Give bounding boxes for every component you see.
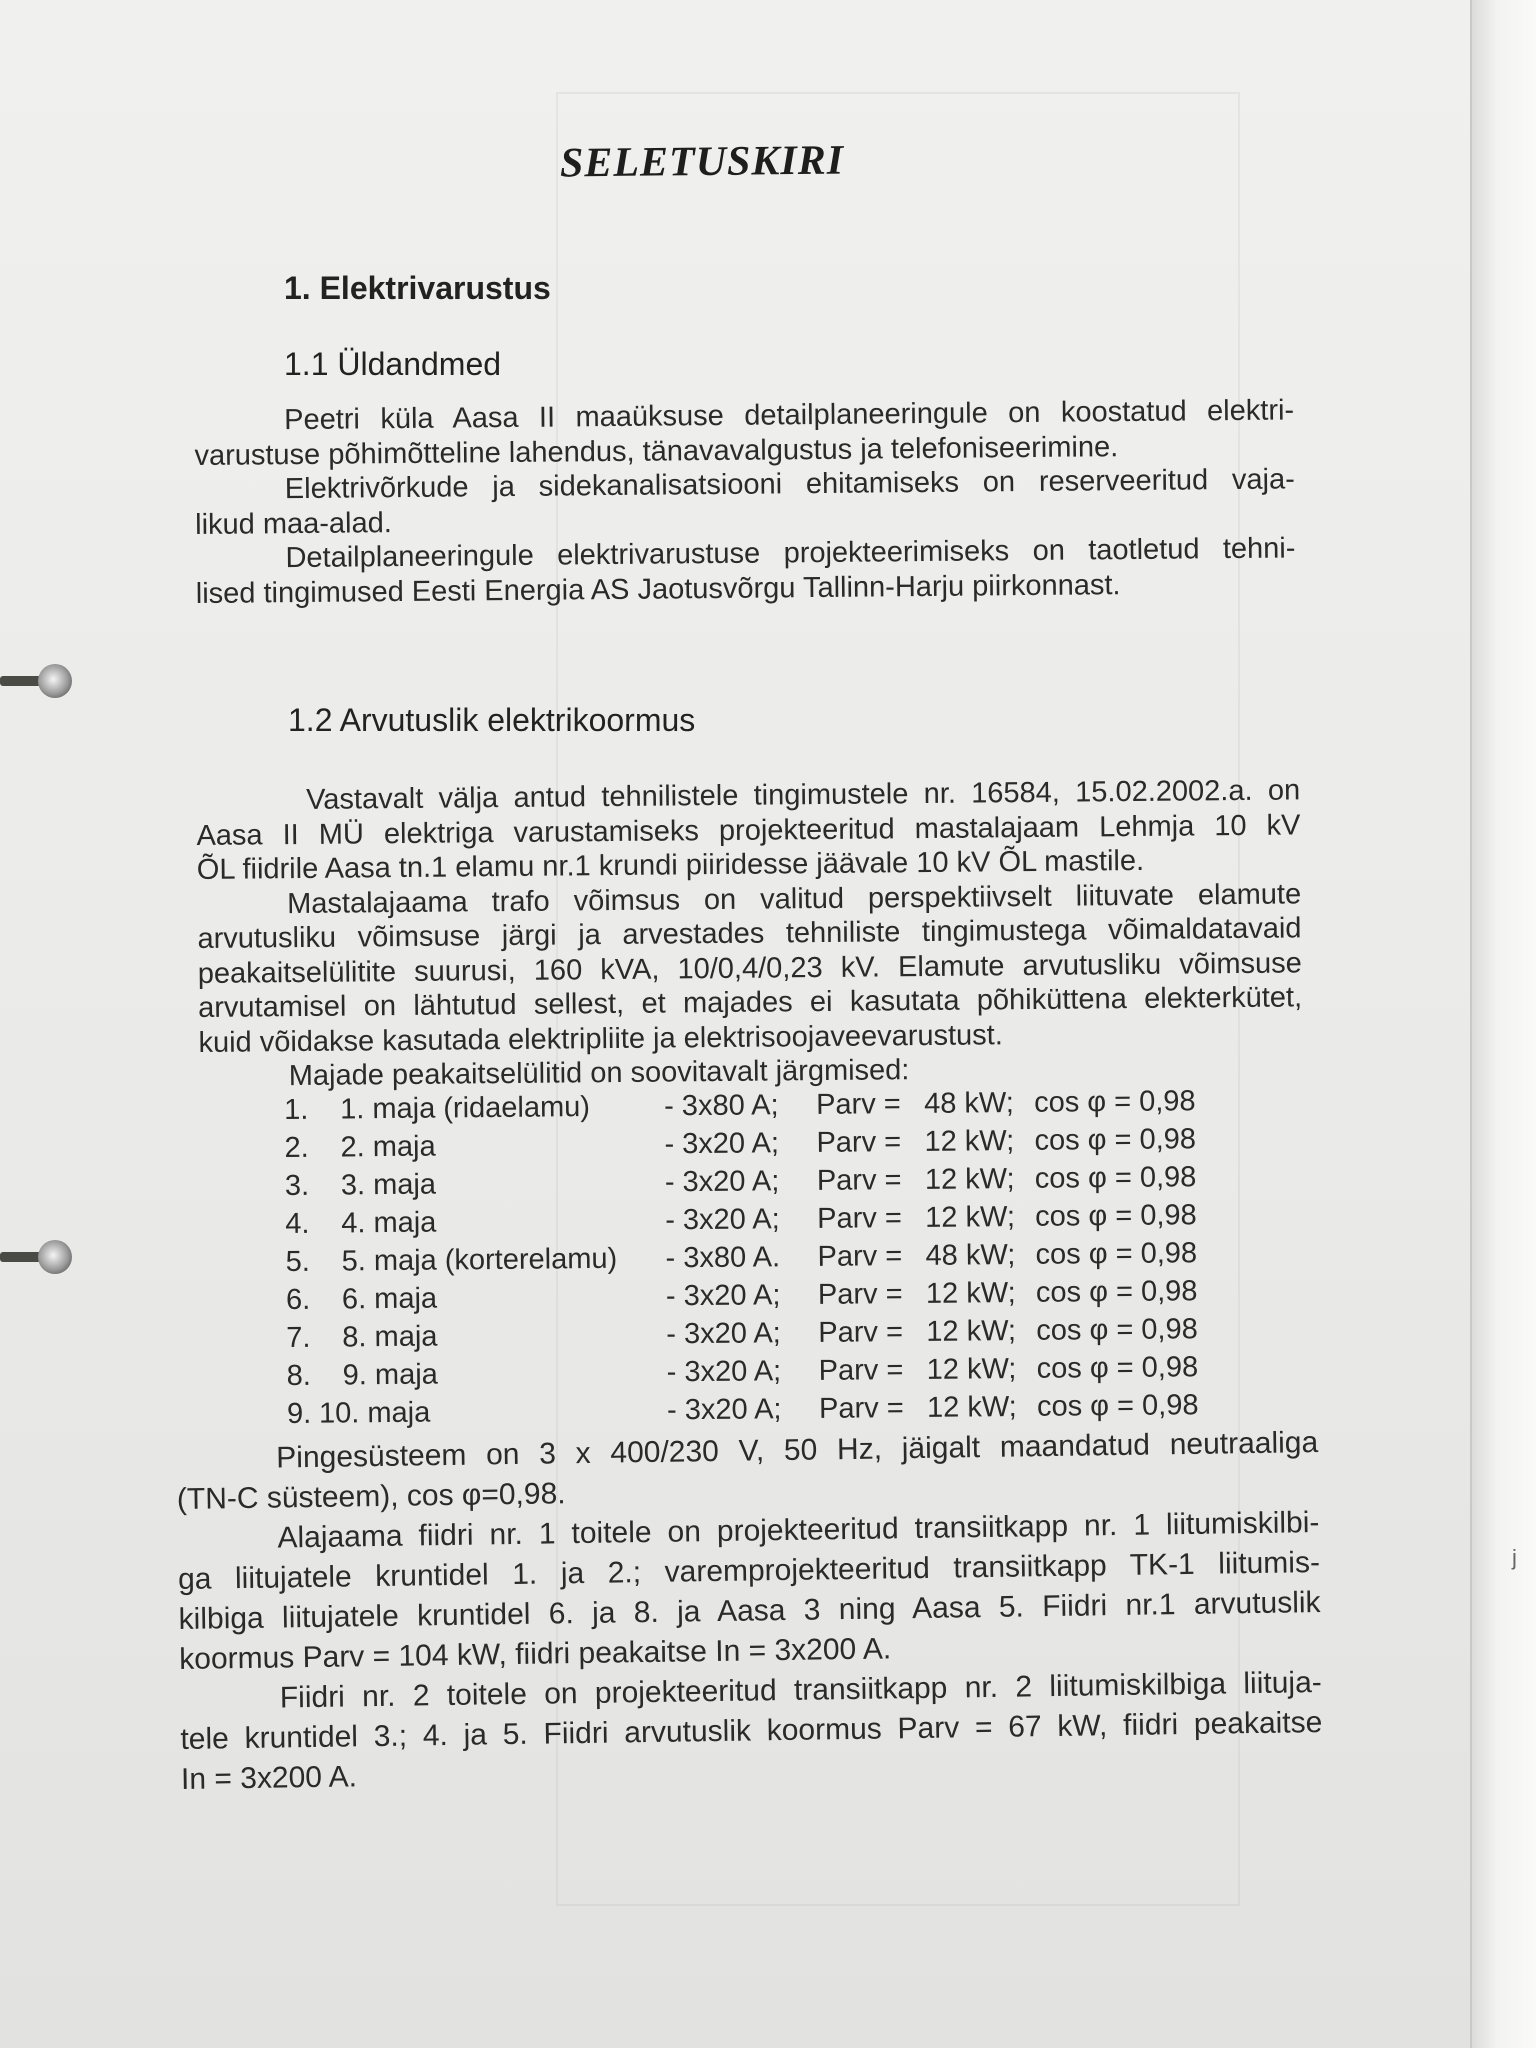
text-line: Mastalajaama trafo võimsus on valitud perspektiivselt liituvate elamute <box>286 877 1302 920</box>
parv-label: Parv = <box>818 1316 904 1349</box>
parv-value: 12 kW; <box>926 1314 1017 1348</box>
text-line: ÕL fiidrile Aasa tn.1 elamu nr.1 krundi piiridesse jäävale 10 kV ÕL mastile. <box>196 844 1145 886</box>
text-line: kuid võidakse kasutada elektripliite ja elektrisoojaveevarustust. <box>198 1018 1003 1059</box>
parv-label: Parv = <box>817 1278 903 1311</box>
breaker-size: - 3x80 A. <box>665 1241 781 1275</box>
cos-phi: cos φ = 0,98 <box>1034 1123 1197 1157</box>
binder-ring-bottom <box>0 1240 78 1274</box>
row-number: 8. <box>286 1359 312 1392</box>
parv-label: Parv = <box>817 1240 903 1273</box>
house-name: 9. maja <box>342 1358 438 1392</box>
house-name: 8. maja <box>342 1320 438 1354</box>
breaker-size: - 3x20 A; <box>664 1165 780 1199</box>
text-line: peakaitselülitite suurusi, 160 kVA, 10/0,4/0,23 kV. Elamute arvutusliku võimsuse <box>197 946 1302 990</box>
house-name: 6. maja <box>341 1282 438 1316</box>
house-name: 10. maja <box>318 1396 431 1430</box>
parv-value: 12 kW; <box>924 1162 1015 1196</box>
breaker-size: - 3x20 A; <box>666 1393 782 1427</box>
breaker-size: - 3x80 A; <box>663 1089 779 1123</box>
parv-value: 12 kW; <box>925 1200 1016 1234</box>
text-line: arvutamisel on lähtutud sellest, et majades ei kasutata põhiküttena elekterkütet, <box>197 981 1303 1024</box>
text-line: koormus Parv = 104 kW, fiidri peakaitse In = 3x200 A. <box>179 1632 892 1676</box>
text-line: likud maa-alad. <box>195 506 392 541</box>
cos-phi: cos φ = 0,98 <box>1035 1199 1197 1233</box>
text-line: Pingesüsteem on 3 x 400/230 V, 50 Hz, jäigalt maandatud neutraaliga <box>276 1426 1319 1475</box>
text-line: (TN-C süsteem), cos φ=0,98. <box>176 1477 566 1516</box>
breaker-table <box>284 1085 1227 1434</box>
cos-phi: cos φ = 0,98 <box>1036 1389 1199 1423</box>
house-name: 5. maja (korterelamu) <box>341 1242 618 1278</box>
parv-value: 12 kW; <box>926 1352 1017 1386</box>
parv-label: Parv = <box>816 1126 902 1159</box>
text-line: lised tingimused Eesti Energia AS Jaotusvõrgu Tallinn-Harju piirkonnast. <box>195 568 1121 610</box>
parv-label: Parv = <box>818 1354 904 1387</box>
house-name: 4. maja <box>341 1206 437 1240</box>
breaker-size: - 3x20 A; <box>665 1279 781 1313</box>
parv-label: Parv = <box>815 1088 901 1121</box>
text-line: Vastavalt välja antud tehnilistele tingimustele nr. 16584, 15.02.2002.a. on <box>306 774 1301 816</box>
cos-phi: cos φ = 0,98 <box>1036 1313 1198 1347</box>
text-line: Alajaama fiidri nr. 1 toitele on projekteeritud transiitkapp nr. 1 liitumiskilbi- <box>277 1506 1320 1555</box>
cos-phi: cos φ = 0,98 <box>1034 1161 1197 1195</box>
text-line: Aasa II MÜ elektriga varustamiseks projekteeritud mastalajaam Lehmja 10 kV <box>196 808 1301 852</box>
text-line: kilbiga liitujatele kruntidel 6. ja 8. ja Aasa 3 ning Aasa 5. Fiidri nr.1 arvutuslik <box>178 1586 1321 1636</box>
parv-value: 12 kW; <box>925 1276 1016 1310</box>
row-number: 7. <box>286 1321 311 1354</box>
subsection-heading-arvutuslik-elektrikoormus: 1.2 Arvutuslik elektrikoormus <box>288 702 696 738</box>
house-name: 1. maja (ridaelamu) <box>339 1091 591 1126</box>
next-sheet-edge <box>1470 0 1536 2048</box>
cos-phi: cos φ = 0,98 <box>1036 1351 1199 1385</box>
parv-label: Parv = <box>817 1202 902 1235</box>
text-line: In = 3x200 A. <box>180 1760 358 1796</box>
row-number: 6. <box>285 1283 311 1316</box>
breaker-size: - 3x20 A; <box>665 1203 780 1237</box>
text-line: Detailplaneeringule elektrivarustuse projekteerimiseks on taotletud tehni- <box>285 532 1296 575</box>
parv-label: Parv = <box>818 1392 904 1425</box>
text-line: tele kruntidel 3.; 4. ja 5. Fiidri arvutuslik koormus Parv = 67 kW, fiidri peakaitse <box>180 1706 1323 1756</box>
text-line: Fiidri nr. 2 toitele on projekteeritud transiitkapp nr. 2 liitumiskilbiga liituja- <box>279 1666 1322 1715</box>
text-line: ga liitujatele kruntidel 1. ja 2.; varemprojekteeritud transiitkapp TK-1 liitumis- <box>177 1546 1321 1596</box>
breaker-size: - 3x20 A; <box>666 1355 782 1389</box>
document-title: SELETUSKIRI <box>559 137 845 187</box>
paragraph-arvutuslik-koormus <box>196 773 1303 1094</box>
text-line: Peetri küla Aasa II maaüksuse detailplaneeringule on koostatud elektri- <box>284 394 1295 437</box>
row-number: 5. <box>285 1245 310 1278</box>
subsection-heading-uldandmed: 1.1 Üldandmed <box>284 346 502 382</box>
parv-value: 48 kW; <box>925 1238 1016 1272</box>
row-number: 4. <box>285 1207 310 1240</box>
text-line: arvutusliku võimsuse järgi ja arvestades tehniliste tingimustega võimaldatavaid <box>197 912 1302 955</box>
row-number: 1. <box>284 1093 309 1126</box>
paragraph-uldandmed <box>194 393 1296 611</box>
parv-label: Parv = <box>816 1164 902 1197</box>
section-heading-elektrivarustus: 1. Elektrivarustus <box>284 270 551 306</box>
breaker-size: - 3x20 A; <box>666 1317 781 1351</box>
row-number: 3. <box>284 1169 310 1202</box>
cos-phi: cos φ = 0,98 <box>1035 1275 1198 1309</box>
paragraph-pingesusteem <box>176 1423 1323 1800</box>
row-number: 9. <box>286 1397 312 1430</box>
text-line: Majade peakaitselülitid on soovitavalt järgmised: <box>288 1054 910 1093</box>
house-name: 2. maja <box>340 1130 436 1164</box>
text-line: varustuse põhimõtteline lahendus, tänavavalgustus ja telefoniseerimine. <box>194 430 1119 472</box>
house-name: 3. maja <box>340 1168 437 1202</box>
text-line: Elektrivõrkude ja sidekanalisatsiooni ehitamiseks on reserveeritud vaja- <box>284 463 1295 506</box>
parv-value: 12 kW; <box>926 1390 1017 1424</box>
edge-text: j <box>1512 1545 1517 1570</box>
parv-value: 48 kW; <box>923 1086 1014 1120</box>
parv-value: 12 kW; <box>924 1124 1015 1158</box>
breaker-size: - 3x20 A; <box>664 1127 780 1161</box>
cos-phi: cos φ = 0,98 <box>1035 1237 1198 1271</box>
row-number: 2. <box>284 1131 309 1164</box>
binder-ring-top <box>0 664 78 698</box>
cos-phi: cos φ = 0,98 <box>1033 1085 1196 1119</box>
